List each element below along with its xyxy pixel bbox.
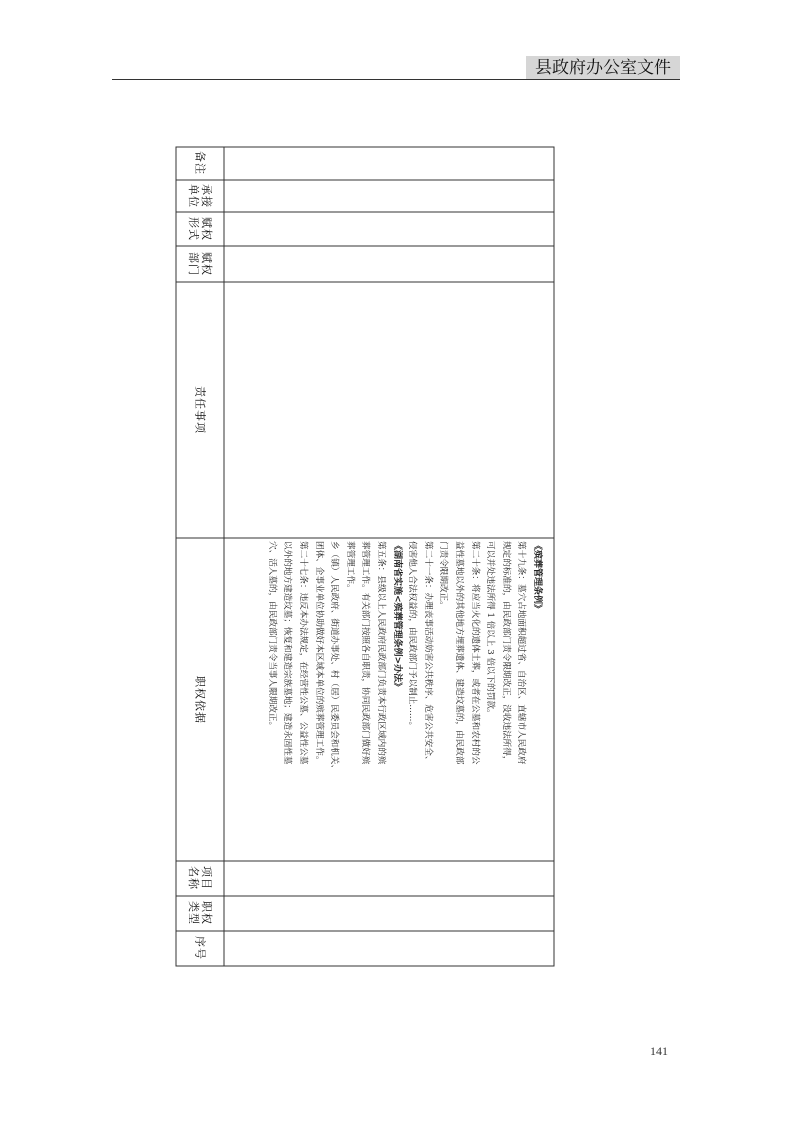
basis-line: 规定的标准的，由民政部门责令限期改正，没收违法所得， bbox=[500, 541, 511, 765]
basis-line: 穴、活人墓的，由民政部门责令当事人限期改正。 bbox=[266, 541, 277, 731]
label-authority-basis: 职权依据 bbox=[193, 676, 207, 724]
basis-line: 以外的地方建造坟墓；恢复和建造宗族墓地；建造永固性墓 bbox=[282, 541, 293, 765]
label-empowering-department: 赋权 部门 bbox=[187, 252, 213, 276]
page-number: 141 bbox=[650, 1044, 668, 1058]
label-empowerment-form: 赋权 形式 bbox=[187, 217, 213, 241]
basis-line: 第二十条：将应当火化的遗体土葬，或者在公墓和农村的公 bbox=[469, 541, 480, 765]
label-authority-type: 职权 类型 bbox=[187, 901, 213, 925]
basis-line: 葬管理工作。 bbox=[344, 541, 355, 593]
basis-line: 可以并处违法所得 1 倍以上 3 倍以下的罚款。 bbox=[485, 541, 496, 718]
basis-line: 第十九条：墓穴占地面积超过省、自治区、直辖市人民政府 bbox=[516, 541, 527, 765]
label-item-name: 项目 名称 bbox=[187, 866, 213, 890]
authority-basis-text bbox=[263, 541, 544, 858]
basis-line: 《殡葬管理条例》 bbox=[532, 541, 542, 614]
label-remark: 备注 bbox=[193, 151, 207, 175]
basis-line: 团体、企事业单位协助做好本区域本单位的殡葬管理工作。 bbox=[313, 541, 324, 765]
basis-line: 侵害他人合法权益的，由民政部门予以制止……。 bbox=[407, 541, 418, 731]
basis-line: 第二十一条：办理丧事活动妨害公共秩序、危害公共安全、 bbox=[422, 541, 433, 765]
basis-line: 葬管理工作。有关部门按照各自职责，协同民政部门做好殡 bbox=[360, 541, 371, 765]
basis-line: 第二十七条：违反本办法规定，在经营性公墓、公益性公墓 bbox=[298, 541, 309, 765]
label-responsibility-items: 责任事项 bbox=[193, 386, 207, 434]
label-receiving-unit: 承接 单位 bbox=[187, 184, 213, 208]
basis-line: 乡（镇）人民政府、街道办事处、村（居）民委员会和机关、 bbox=[329, 541, 340, 774]
basis-line: 《湖南省实施<殡葬管理条例>办法》 bbox=[391, 541, 402, 692]
basis-line: 门责令限期改正。 bbox=[438, 541, 449, 610]
basis-line: 第五条：县级以上人民政府民政部门负责本行政区域内的殡 bbox=[376, 541, 387, 765]
document-header-tag: 县政府办公室文件 bbox=[526, 56, 680, 80]
basis-line: 益性墓地以外的其他地方埋葬遗体、建造坟墓的，由民政部 bbox=[454, 541, 465, 765]
label-sequence-number: 序号 bbox=[193, 936, 207, 960]
